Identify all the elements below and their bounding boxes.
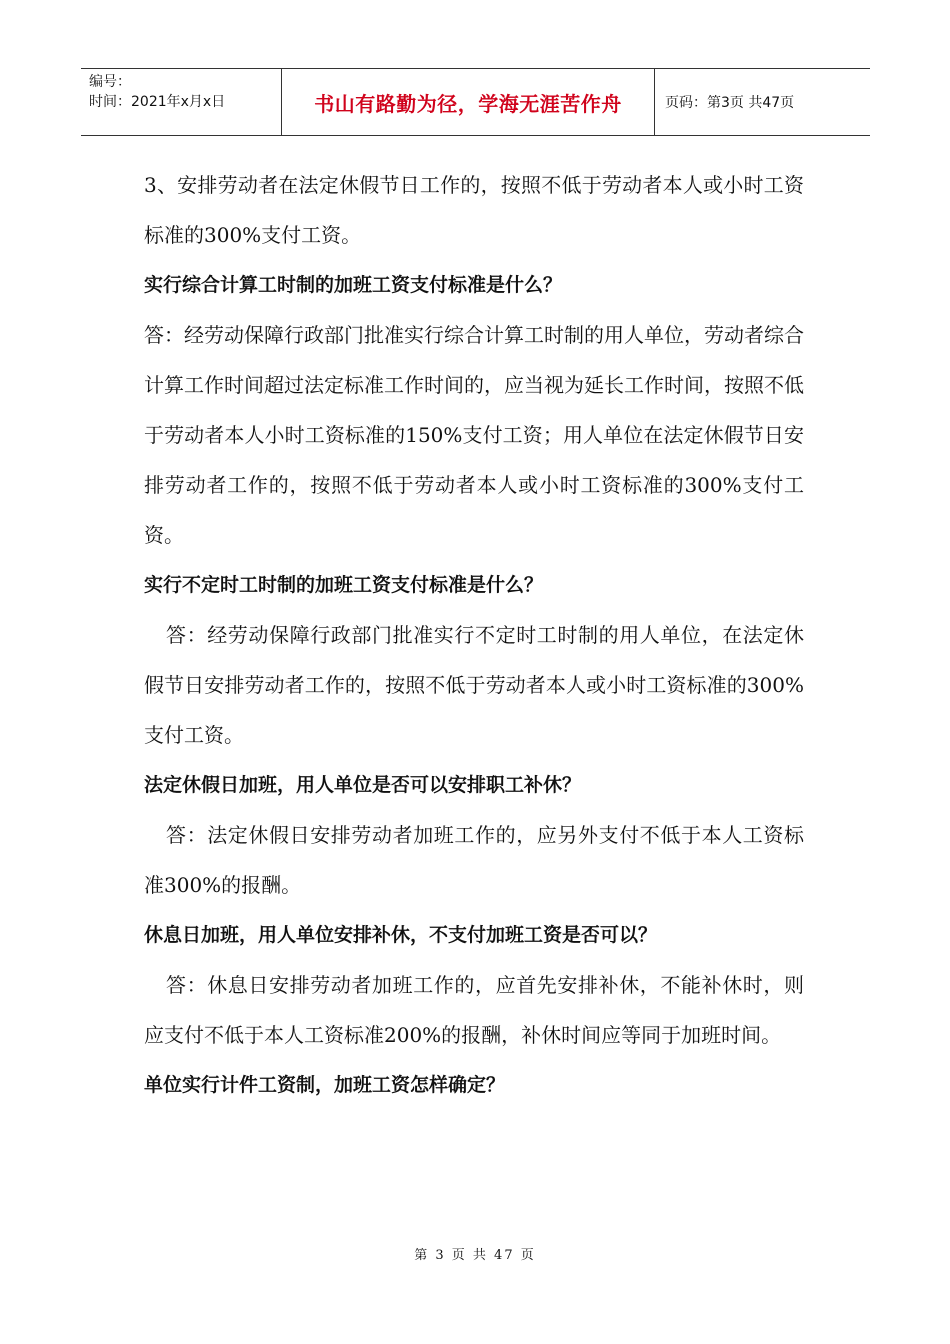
question-heading: 休息日加班，用人单位安排补休，不支付加班工资是否可以？ <box>144 924 658 946</box>
answer-paragraph: 答：经劳动保障行政部门批准实行综合计算工时制的用人单位，劳动者综合计算工作时间超过法定标准工作时间的，应当视为延长工作时间，按照不低于劳动者本人小时工资标准的150%支付工资；用人单位在法定休假节日安排劳动者工作的，按照不低于劳动者本人或小时工资标准的300%支付工资。 <box>144 323 804 547</box>
header-meta <box>81 69 282 135</box>
serial-label: 编号： <box>89 74 131 90</box>
question-heading: 单位实行计件工资制，加班工资怎样确定？ <box>144 1074 506 1096</box>
question-heading: 法定休假日加班，用人单位是否可以安排职工补休？ <box>144 774 582 796</box>
header-motto: 书山有路勤为径，学海无涯苦作舟 <box>282 69 655 135</box>
question-heading: 实行不定时工时制的加班工资支付标准是什么？ <box>144 574 544 596</box>
document-body <box>144 160 804 1110</box>
header-page-info: 页码：第3页 共47页 <box>665 95 795 111</box>
answer-paragraph: 答：法定休假日安排劳动者加班工作的，应另外支付不低于本人工资标准300%的报酬。 <box>144 823 804 897</box>
question-heading: 实行综合计算工时制的加班工资支付标准是什么？ <box>144 274 563 296</box>
page-header <box>81 68 870 136</box>
date-label: 时间：2021年x月x日 <box>89 94 226 110</box>
answer-paragraph: 答：休息日安排劳动者加班工作的，应首先安排补休，不能补休时，则应支付不低于本人工资标准200%的报酬，补休时间应等同于加班时间。 <box>144 973 804 1047</box>
answer-paragraph: 答：经劳动保障行政部门批准实行不定时工时制的用人单位，在法定休假节日安排劳动者工作的，按照不低于劳动者本人或小时工资标准的300%支付工资。 <box>144 623 804 747</box>
page-footer: 第 3 页 共 47 页 <box>414 1248 536 1263</box>
paragraph-item-3: 3、安排劳动者在法定休假节日工作的，按照不低于劳动者本人或小时工资标准的300%支付工资。 <box>144 173 804 247</box>
